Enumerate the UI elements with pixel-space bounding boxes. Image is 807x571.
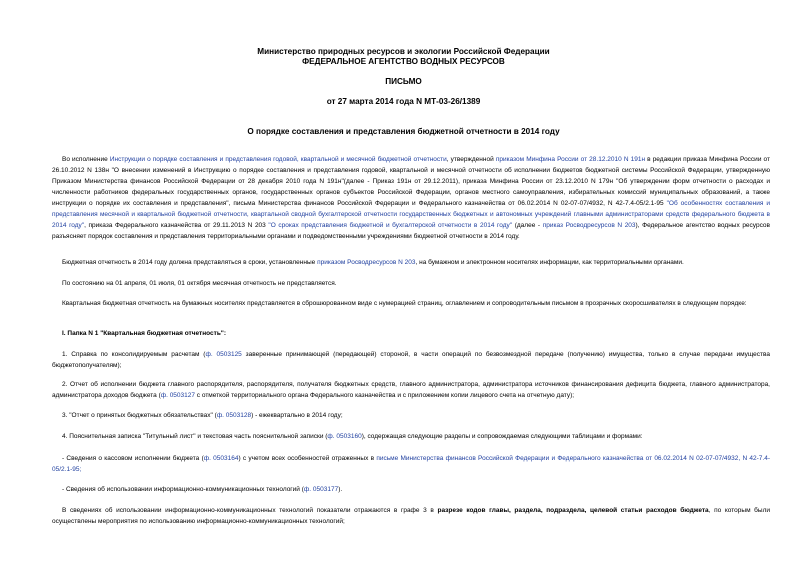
item-4: 4. Пояснительная записка "Титульный лист" и текстовая часть пояснительной записки (ф. 0503160), содержащая следующие разделы и сопровождаемая следующими таблицами и формами:	[62, 433, 643, 440]
link-form-0503177[interactable]: ф. 0503177	[303, 486, 339, 493]
link-form-0503127[interactable]: ф. 0503127	[160, 392, 195, 399]
monthly-paragraph: По состоянию на 01 апреля, 01 июля, 01 октября месячная отчетность не представляется.	[62, 280, 337, 287]
ministry-title: Министерство природных ресурсов и экологии Российской Федерации	[257, 47, 550, 56]
link-form-0503160[interactable]: ф. 0503160	[327, 433, 362, 440]
link-form-0503125[interactable]: ф. 0503125	[205, 351, 242, 358]
item-5: - Сведения о кассовом исполнении бюджета (ф. 0503164) с учетом всех особенностей отраженных в письме Министерства финансов Российской Федерации и Федерального казначейства от 06.02.2014 N 02-07-07/4932, N 42-7.4-05/2.1-95;	[52, 455, 770, 473]
link-letter-minfin[interactable]: письме Министерства финансов Российской Федерации и Федерального казначейства от 06.02.2014 N 02-07-07/4932, N 42-7.4-05/2.1-95;	[52, 455, 770, 473]
doc-type: ПИСЬМО	[385, 77, 422, 86]
ict-paragraph: В сведениях об использовании информационно-коммуникационных технологий показатели отражаются в графе 3 в разрезе кодов главы, раздела, подраздела, целевой статьи расходов бюджета, по которым были осуществлены мероприятия по использованию информационно-коммуникационных технологий;	[52, 507, 771, 525]
link-order-203[interactable]: приказ Росводресурсов N 203	[542, 222, 636, 229]
intro-paragraph: Во исполнение Инструкции о порядке составления и представления годовой, квартальной и месячной бюджетной отчетности, утвержденной приказом Минфина России от 28.12.2010 N 191н в редакции приказа Минфина России от 26.10.2012 N 138н "О внесении изменений в Инструкцию о порядке составления и представления годовой, квартальной и месячной отчетности об исполнении бюджетов бюджетной системы Российской Федерации, утвержденную Приказом Министерства финансов Российской Федерации от 28 декабря 2010 года N 191н"(далее - Приказ 191н от 29.12.2011), приказа Минфина России от 23.12.2010 N 179н "Об утверждении форм отчетности о расходах и численности работников федеральных государственных органов, государственных органов субъектов Российской Федерации, органов местного самоуправления, избирательных комиссий муниципальных образований, а также инструкции о порядке их составления и представления", письма Министерства финансов Российской Федерации и Федерального казначейства от 06.02.2014 N 02-07-07/4932, N 42-7.4-05/2.1-95 "Об особенностях составления и представления месячной и квартальной бюджетной отчетности, квартальной сводной бухгалтерской отчетности государственных бюджетных и автономных учреждений главными администраторами средств федерального бюджета в 2014 году", приказа Федерального казначейства от 29.11.2013 N 203 "О сроках представления бюджетной и бухгалтерской отчетности в 2014 году" (далее - приказ Росводресурсов N 203), Федеральное агентство водных ресурсов разъясняет порядок составления и представления территориальными органами и подведомственными учреждениями бюджетной отчетности в 2014 году.	[52, 156, 771, 240]
link-instruction-191n[interactable]: Инструкции о порядке составления и представления годовой, квартальной и месячной бюджетной отчетности	[109, 156, 447, 163]
link-order-203-b[interactable]: приказом Росводресурсов N 203	[317, 259, 416, 266]
quarterly-paragraph: Квартальная бюджетная отчетность на бумажных носителях представляется в сброшюрованном виде с нумерацией страниц, оглавлением и сопроводительным письмом в прозрачных скоросшивателях в следующем порядке:	[62, 300, 747, 307]
deadline-paragraph: Бюджетная отчетность в 2014 году должна представляться в сроки, установленные приказом Росводресурсов N 203, на бумажном и электронном носителях информации, как территориальными органами.	[62, 259, 684, 266]
link-form-0503164[interactable]: ф. 0503164	[203, 455, 239, 462]
item-1: 1. Справка по консолидируемым расчетам (ф. 0503125 заверенные принимающей (передающей) стороной, в части операций по безвозмездной передаче (получению) имущества, только в случае передачи имущества бюджетополучателям);	[52, 351, 770, 369]
section-1-title: I. Папка N 1 "Квартальная бюджетная отчетность":	[62, 330, 227, 337]
bold-phrase: разрезе кодов главы, раздела, подраздела, целевой статьи расходов бюджета	[437, 507, 709, 514]
item-6: - Сведения об использовании информационно-коммуникационных технологий (ф. 0503177).	[62, 486, 343, 493]
doc-subject: О порядке составления и представления бюджетной отчетности в 2014 году	[247, 127, 560, 136]
doc-date-number: от 27 марта 2014 года N МТ-03-26/1389	[326, 97, 481, 106]
item-3: 3. "Отчет о принятых бюджетных обязательствах" (ф. 0503128) - ежеквартально в 2014 году;	[62, 412, 343, 419]
link-form-0503128[interactable]: ф. 0503128	[216, 412, 252, 419]
item-2: 2. Отчет об исполнении бюджета главного распорядителя, распорядителя, получателя бюджетных средств, главного администратора, администратора источников финансирования дефицита бюджета, главного администратора, администратора доходов бюджета (ф. 0503127 с отметкой территориального органа Федерального казначейства и с приложением копии лицевого счета на отчетную дату);	[52, 381, 770, 399]
link-order-191n[interactable]: приказом Минфина России от 28.12.2010 N 191н	[495, 156, 646, 163]
link-deadlines[interactable]: "О сроках представления бюджетной и бухгалтерской отчетности в 2014 году"	[268, 222, 513, 229]
link-letter-specifics[interactable]: "Об особенностях составления и представления месячной и квартальной бюджетной отчетности, квартальной сводной бухгалтерской отчетности государственных бюджетных и автономных учреждений главными администраторами средств федерального бюджета в 2014 году"	[52, 200, 771, 229]
agency-title: ФЕДЕРАЛЬНОЕ АГЕНТСТВО ВОДНЫХ РЕСУРСОВ	[302, 57, 505, 66]
